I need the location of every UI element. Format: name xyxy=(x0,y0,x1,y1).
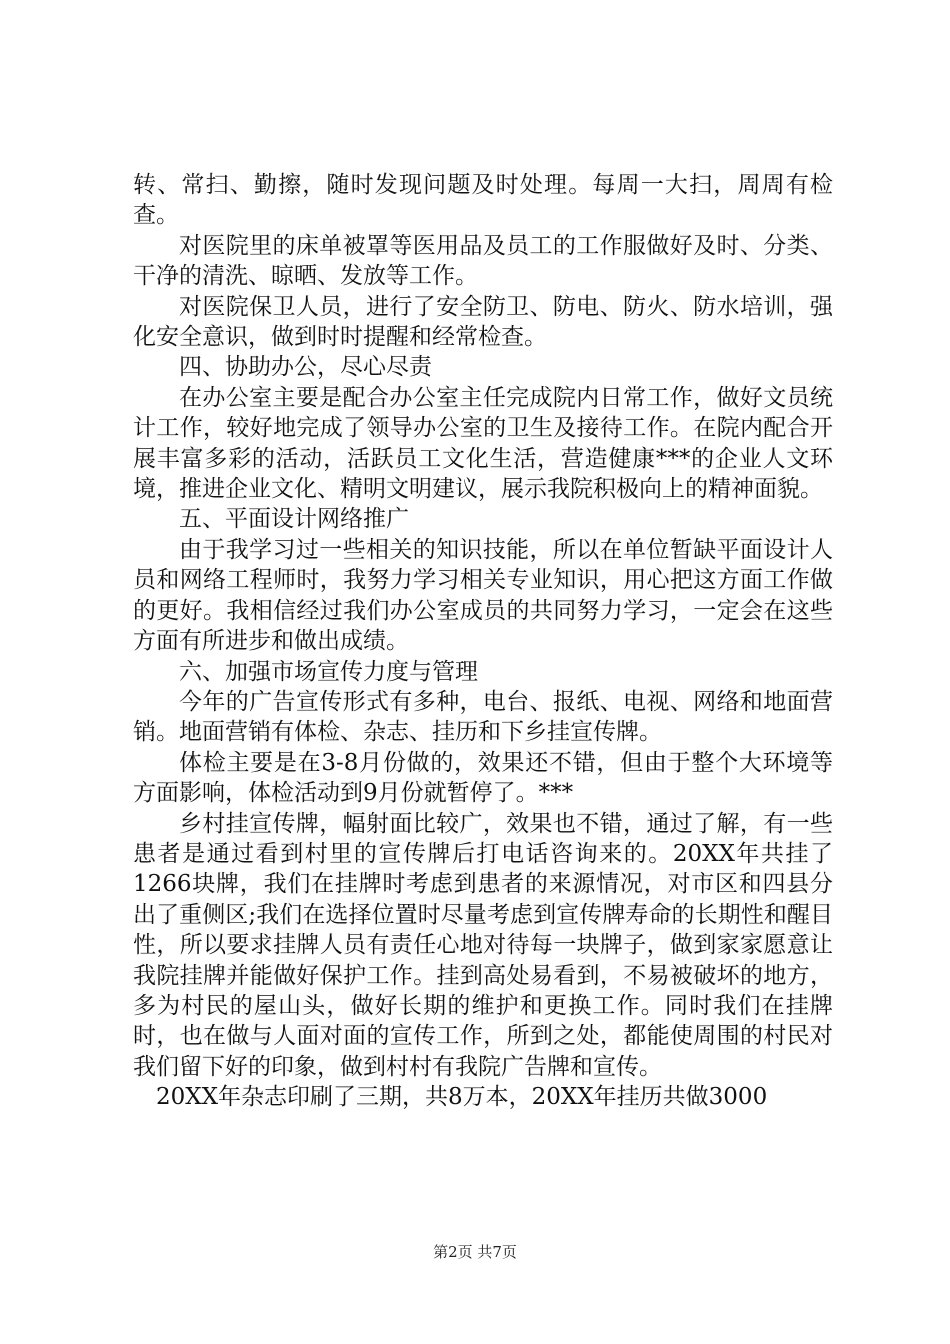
section-heading-marketing: 六、加强市场宣传力度与管理 xyxy=(179,658,478,685)
section-heading-graphic-design: 五、平面设计网络推广 xyxy=(179,506,409,533)
paragraph-magazine: 20XX年杂志印刷了三期，共8万本，20XX年挂历共做3000 xyxy=(156,1084,768,1111)
paragraph-health-check: 体检主要是在3-8月份做的，效果还不错，但由于整个大环境等方面影响，体检活动到9月份就暂停了。*** xyxy=(133,749,833,807)
paragraph-office-work: 在办公室主要是配合办公室主任完成院内日常工作，做好文员统计工作，较好地完成了领导办公室的卫生及接待工作。在院内配合开展丰富多彩的活动，活跃员工文化生活，营造健康***的企业人文环境，推进企业文化、精明文明建议，展示我院积极向上的精神面貌。 xyxy=(133,384,833,503)
paragraph-linen-cleaning: 对医院里的床单被罩等医用品及员工的工作服做好及时、分类、干净的清洗、晾晒、发放等工作。 xyxy=(133,232,833,290)
paragraph-security-training: 对医院保卫人员，进行了安全防卫、防电、防火、防水培训，强化安全意识，做到时时提醒和经常检查。 xyxy=(133,293,833,351)
paragraph-village-signs: 乡村挂宣传牌，幅射面比较广，效果也不错，通过了解，有一些患者是通过看到村里的宣传牌后打电话咨询来的。20XX年共挂了1266块牌，我们在挂牌时考虑到患者的来源情况，对市区和四县分出了重侧区;我们在选择位置时尽量考虑到宣传牌寿命的长期性和醒目性，所以要求挂牌人员有责任心地对待每一块牌子，做到家家愿意让我院挂牌并能做好保护工作。挂到高处易看到，不易被破坏的地方，多为村民的屋山头，做好长期的维护和更换工作。同时我们在挂牌时，也在做与人面对面的宣传工作，所到之处，都能使周围的村民对我们留下好的印象，做到村村有我院广告牌和宣传。 xyxy=(133,810,833,1080)
paragraph-ad-forms: 今年的广告宣传形式有多种，电台、报纸、电视、网络和地面营销。地面营销有体检、杂志、挂历和下乡挂宣传牌。 xyxy=(133,688,833,746)
paragraph-design-skills: 由于我学习过一些相关的知识技能，所以在单位暂缺平面设计人员和网络工程师时，我努力学习相关专业知识，用心把这方面工作做的更好。我相信经过我们办公室成员的共同努力学习，一定会在这些方面有所进步和做出成绩。 xyxy=(133,536,833,655)
document-body xyxy=(133,170,833,1113)
paragraph-continued: 转、常扫、勤擦，随时发现问题及时处理。每周一大扫，周周有检查。 xyxy=(133,172,833,229)
page-footer: 第2页 共7页 xyxy=(433,1243,517,1261)
section-heading-office-assist: 四、协助办公，尽心尽责 xyxy=(179,354,432,381)
